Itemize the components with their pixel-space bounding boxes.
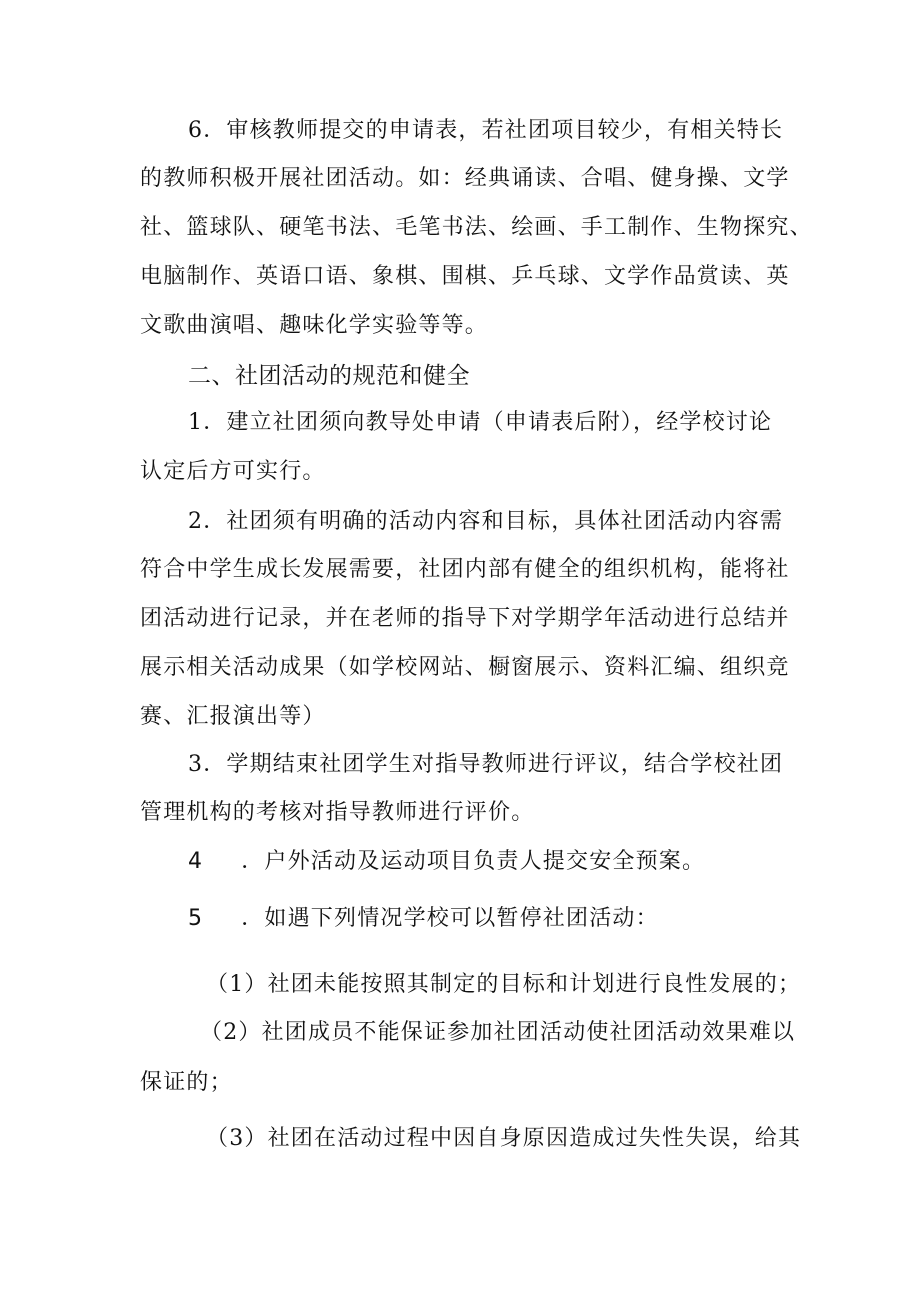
item3-line-2: 管理机构的考核对指导教师进行评价。 (140, 800, 535, 825)
para6-line-1: 6．审核教师提交的申请表，若社团项目较少，有相关特长 (188, 118, 784, 143)
item5-line (188, 904, 788, 934)
sub2-line-1: （2）社团成员不能保证参加社团活动使社团活动效果难以 (200, 1020, 796, 1045)
section-2-heading: 二、社团活动的规范和健全 (188, 363, 470, 389)
item4-text: ．户外活动及运动项目负责人提交安全预案。 (241, 849, 706, 874)
item2-line-2: 符合中学生成长发展需要，社团内部有健全的组织机构，能将社 (140, 557, 790, 582)
para6-line-2: 的教师积极开展社团活动。如：经典诵读、合唱、健身操、文学 (140, 166, 790, 191)
item2-line-1: 2．社团须有明确的活动内容和目标，具体社团活动内容需 (188, 509, 784, 534)
item2-line-4: 展示相关活动成果（如学校网站、橱窗展示、资料汇编、组织竞 (140, 655, 790, 680)
item5-text: ．如遇下列情况学校可以暂停社团活动： (241, 906, 659, 931)
sub1-line: （1）社团未能按照其制定的目标和计划进行良性发展的； (206, 972, 802, 997)
para6-line-5: 文歌曲演唱、趣味化学实验等等。 (140, 313, 489, 338)
item4-line (188, 847, 788, 877)
item2-line-3: 团活动进行记录，并在老师的指导下对学期学年活动进行总结并 (140, 606, 790, 631)
item1-line-2: 认定后方可实行。 (140, 459, 326, 484)
item4-number: 4 (188, 849, 204, 874)
sub3-line: （3）社团在活动过程中因自身原因造成过失性失误，给其 (206, 1126, 802, 1151)
item2-line-5: 赛、汇报演出等） (140, 704, 326, 729)
item1-line-1: 1．建立社团须向教导处申请（申请表后附），经学校讨论 (188, 410, 773, 435)
para6-line-4: 电脑制作、英语口语、象棋、围棋、乒乓球、文学作品赏读、英 (140, 264, 790, 289)
para6-line-3: 社、篮球队、硬笔书法、毛笔书法、绘画、手工制作、生物探究、 (140, 215, 813, 240)
sub2-line-2: 保证的； (140, 1070, 233, 1095)
item3-line-1: 3．学期结束社团学生对指导教师进行评议，结合学校社团 (188, 752, 784, 777)
item5-number: 5 (188, 906, 204, 931)
